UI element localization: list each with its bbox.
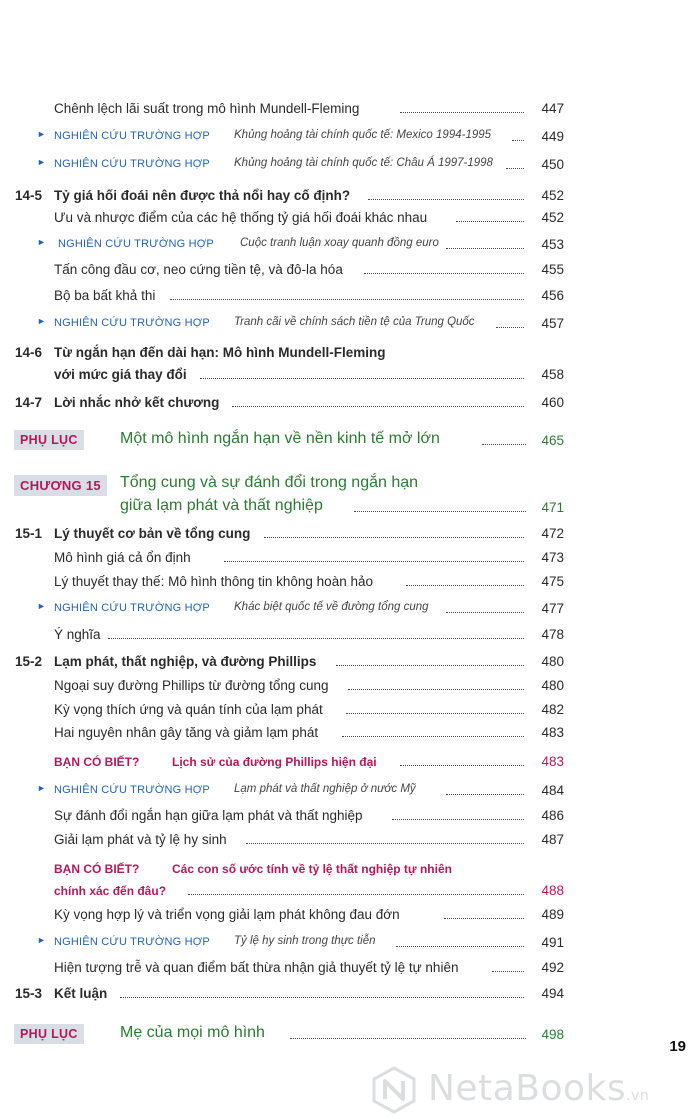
- section-title-line1: Từ ngắn hạn đến dài hạn: Mô hình Mundell-Fleming: [54, 345, 386, 360]
- entry-page: 452: [541, 188, 564, 203]
- dot-leader: [446, 783, 524, 795]
- triangle-bullet-icon: ►: [37, 129, 46, 139]
- entry-title: Tỷ lệ hy sinh trong thực tiễn: [234, 935, 376, 947]
- dot-leader: [506, 157, 524, 169]
- entry-title-line1: Các con số ước tính về tỷ lệ thất nghiệp tự nhiên: [172, 862, 452, 876]
- dot-leader: [188, 883, 524, 895]
- section-number: 14-5: [15, 188, 43, 203]
- entry-page: 455: [541, 262, 564, 277]
- dot-leader: [400, 101, 524, 113]
- entry-page: 473: [541, 550, 564, 565]
- dot-leader: [336, 654, 524, 666]
- dot-leader: [364, 262, 524, 274]
- dot-leader: [406, 574, 524, 586]
- dot-leader: [396, 935, 524, 947]
- dot-leader: [456, 210, 524, 222]
- appendix-title: Một mô hình ngắn hạn về nền kinh tế mở lớn: [120, 430, 440, 447]
- entry-title: Chênh lệch lãi suất trong mô hình Mundell-Fleming: [54, 101, 360, 116]
- appendix-tag: PHỤ LỤC: [14, 430, 84, 450]
- chapter-title-line2: giữa lạm phát và thất nghiệp: [120, 497, 323, 514]
- entry-page: 480: [541, 678, 564, 693]
- entry-page: 478: [541, 627, 564, 642]
- case-study-label: NGHIÊN CỨU TRƯỜNG HỢP: [54, 784, 210, 796]
- entry-page: 491: [541, 935, 564, 950]
- section-title: Lý thuyết cơ bản về tổng cung: [54, 526, 251, 541]
- dot-leader: [482, 433, 526, 445]
- entry-page: 460: [541, 395, 564, 410]
- entry-page: 494: [541, 986, 564, 1001]
- section-number: 15-1: [15, 526, 43, 541]
- entry-page: 487: [541, 832, 564, 847]
- dot-leader: [246, 832, 524, 844]
- netabooks-watermark: [370, 1060, 700, 1120]
- entry-title: Bộ ba bất khả thi: [54, 288, 156, 303]
- entry-page: 453: [541, 237, 564, 252]
- section-number: 15-3: [15, 986, 43, 1001]
- dot-leader: [446, 601, 524, 613]
- section-number: 15-2: [15, 654, 43, 669]
- entry-title: Khủng hoảng tài chính quốc tế: Mexico 1994-1995: [234, 129, 492, 141]
- case-study-label: NGHIÊN CỨU TRƯỜNG HỢP: [54, 158, 210, 170]
- dot-leader: [446, 237, 524, 249]
- entry-title-line2: chính xác đến đâu?: [54, 884, 167, 898]
- triangle-bullet-icon: ►: [37, 316, 46, 326]
- entry-page: 482: [541, 702, 564, 717]
- section-number: 14-6: [15, 345, 43, 360]
- entry-title: Ngoại suy đường Phillips từ đường tổng cung: [54, 678, 329, 693]
- entry-page: 489: [541, 907, 564, 922]
- dot-leader: [444, 907, 524, 919]
- entry-title: Tấn công đầu cơ, neo cứng tiền tệ, và đô-la hóa: [54, 262, 343, 277]
- page-number: 19: [669, 1038, 686, 1055]
- chapter-title-line1: Tổng cung và sự đánh đổi trong ngắn hạn: [120, 474, 419, 491]
- entry-page: 471: [541, 500, 564, 515]
- dot-leader: [342, 725, 524, 737]
- entry-page: 498: [541, 1027, 564, 1042]
- entry-title: Cuộc tranh luận xoay quanh đồng euro: [240, 237, 439, 249]
- entry-title: Ưu và nhược điểm của các hệ thống tỷ giá hối đoái khác nhau: [54, 210, 428, 225]
- section-title-line2: với mức giá thay đổi: [54, 367, 187, 382]
- entry-page: 488: [541, 883, 564, 898]
- entry-page: 477: [541, 601, 564, 616]
- entry-page: 486: [541, 808, 564, 823]
- dot-leader: [496, 316, 524, 328]
- dot-leader: [354, 500, 526, 512]
- triangle-bullet-icon: ►: [37, 783, 46, 793]
- case-study-label: NGHIÊN CỨU TRƯỜNG HỢP: [54, 602, 210, 614]
- entry-title: Ý nghĩa: [54, 627, 101, 642]
- entry-page: 484: [541, 783, 564, 798]
- triangle-bullet-icon: ►: [37, 157, 46, 167]
- dot-leader: [290, 1027, 526, 1039]
- case-study-label: NGHIÊN CỨU TRƯỜNG HỢP: [58, 238, 214, 250]
- entry-page: 483: [541, 754, 564, 769]
- entry-title: Lịch sử của đường Phillips hiện đại: [172, 755, 377, 769]
- did-you-know-label: BẠN CÓ BIẾT?: [54, 862, 140, 876]
- entry-page: 449: [541, 129, 564, 144]
- netabooks-logo-icon: [370, 1066, 418, 1114]
- section-title: Tỷ giá hối đoái nên được thả nổi hay cố định?: [54, 188, 351, 203]
- entry-title: Khủng hoảng tài chính quốc tế: Châu Á 1997-1998: [234, 157, 493, 169]
- entry-page: 492: [541, 960, 564, 975]
- entry-page: 456: [541, 288, 564, 303]
- section-title: Kết luận: [54, 986, 108, 1001]
- dot-leader: [108, 627, 524, 639]
- case-study-label: NGHIÊN CỨU TRƯỜNG HỢP: [54, 317, 210, 329]
- dot-leader: [200, 367, 524, 379]
- entry-title: Lý thuyết thay thế: Mô hình thông tin không hoàn hảo: [54, 574, 373, 589]
- entry-page: 450: [541, 157, 564, 172]
- appendix-tag: PHỤ LỤC: [14, 1024, 84, 1044]
- dot-leader: [346, 702, 524, 714]
- dot-leader: [232, 395, 524, 407]
- entry-title: Hai nguyên nhân gây tăng và giảm lạm phát: [54, 725, 319, 740]
- triangle-bullet-icon: ►: [37, 601, 46, 611]
- did-you-know-label: BẠN CÓ BIẾT?: [54, 755, 140, 769]
- entry-title: Tranh cãi về chính sách tiền tệ của Trung Quốc: [234, 316, 475, 328]
- entry-title: Sự đánh đổi ngắn hạn giữa lạm phát và thất nghiệp: [54, 808, 363, 823]
- dot-leader: [224, 550, 524, 562]
- entry-title: Mô hình giá cả ổn định: [54, 550, 191, 565]
- entry-page: 447: [541, 101, 564, 116]
- entry-title: Giải lạm phát và tỷ lệ hy sinh: [54, 832, 227, 847]
- entry-page: 457: [541, 316, 564, 331]
- chapter-tag: CHƯƠNG 15: [14, 475, 107, 496]
- section-title: Lời nhắc nhở kết chương: [54, 395, 220, 410]
- appendix-title: Mẹ của mọi mô hình: [120, 1024, 265, 1041]
- dot-leader: [264, 526, 524, 538]
- section-number: 14-7: [15, 395, 43, 410]
- dot-leader: [120, 986, 524, 998]
- entry-page: 472: [541, 526, 564, 541]
- dot-leader: [392, 808, 524, 820]
- entry-page: 480: [541, 654, 564, 669]
- entry-page: 483: [541, 725, 564, 740]
- entry-title: Hiện tượng trễ và quan điểm bất thừa nhận giả thuyết tỷ lệ tự nhiên: [54, 960, 459, 975]
- case-study-label: NGHIÊN CỨU TRƯỜNG HỢP: [54, 936, 210, 948]
- dot-leader: [170, 288, 524, 300]
- dot-leader: [492, 960, 524, 972]
- triangle-bullet-icon: ►: [37, 237, 46, 247]
- watermark-text: NetaBooks.vn: [428, 1068, 650, 1109]
- dot-leader: [400, 754, 524, 766]
- entry-title: Kỳ vọng hợp lý và triển vọng giải lạm phát không đau đớn: [54, 907, 400, 922]
- entry-title: Khác biệt quốc tế về đường tổng cung: [234, 601, 429, 613]
- entry-title: Kỳ vọng thích ứng và quán tính của lạm phát: [54, 702, 323, 717]
- section-title: Lạm phát, thất nghiệp, và đường Phillips: [54, 654, 317, 669]
- dot-leader: [512, 129, 524, 141]
- dot-leader: [348, 678, 524, 690]
- dot-leader: [368, 188, 524, 200]
- entry-page: 458: [541, 367, 564, 382]
- triangle-bullet-icon: ►: [37, 935, 46, 945]
- entry-page: 452: [541, 210, 564, 225]
- entry-title: Lạm phát và thất nghiệp ở nước Mỹ: [234, 783, 416, 795]
- case-study-label: NGHIÊN CỨU TRƯỜNG HỢP: [54, 130, 210, 142]
- entry-page: 475: [541, 574, 564, 589]
- entry-page: 465: [541, 433, 564, 448]
